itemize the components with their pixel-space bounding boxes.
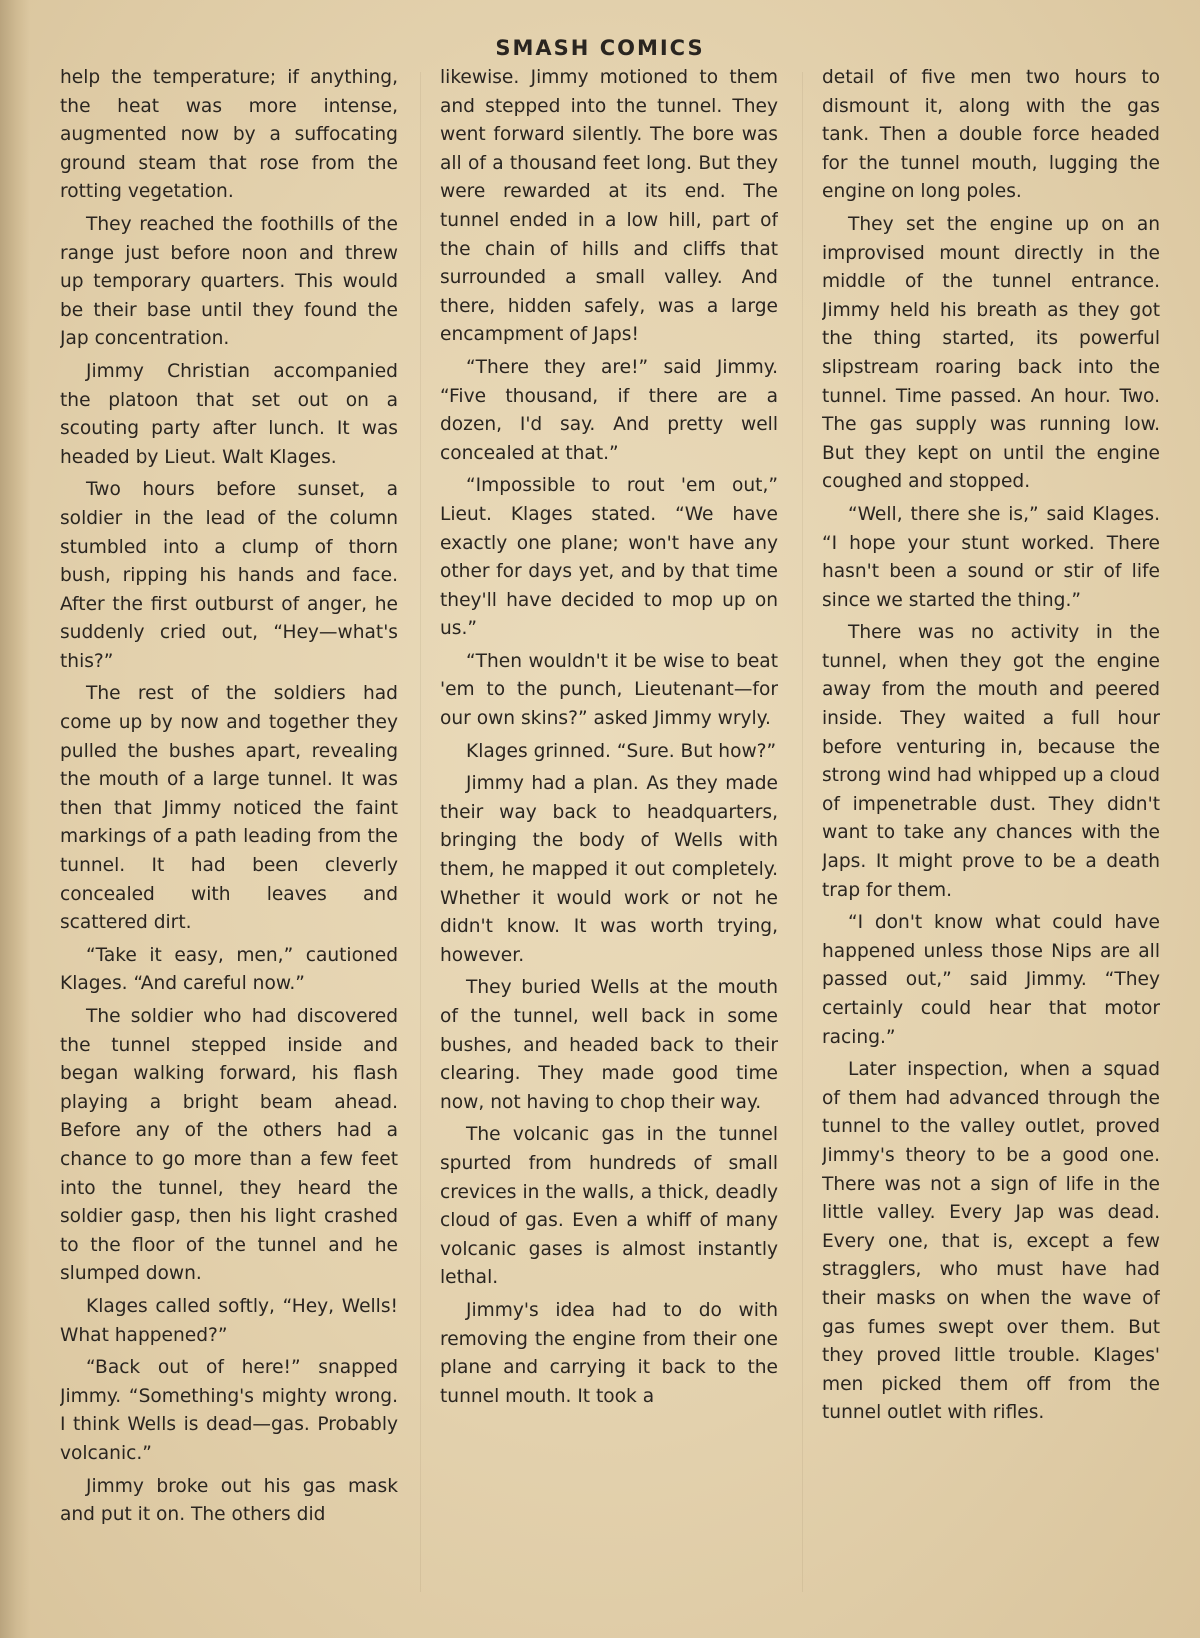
text-column-2 [440, 64, 778, 1624]
paragraph: “I don't know what could have happened unless those Nips are all passed out,” said Jimmy. “They certainly could hear that motor racing.” [822, 912, 1160, 1048]
column-divider [802, 72, 803, 1592]
paragraph: “Impossible to rout 'em out,” Lieut. Klages stated. “We have exactly one plane; won't have any other for days yet, and by that time they'll have decided to mop up on us.” [440, 475, 778, 640]
paragraph: The rest of the soldiers had come up by now and together they pulled the bushes apart, revealing the mouth of a large tunnel. It was then that Jimmy noticed the faint markings of a path leading from the tunnel. It had been cleverly concealed with leaves and scattered dirt. [60, 683, 398, 934]
paragraph: There was no activity in the tunnel, when they got the engine away from the mouth and peered inside. They waited a full hour before venturing in, because the strong wind had whipped up a cloud of impenetrable dust. They didn't want to take any chances with the Japs. It might prove to be a death trap for them. [822, 622, 1160, 901]
page-spine-shadow [0, 0, 30, 1638]
paragraph: “Then wouldn't it be wise to beat 'em to the punch, Lieutenant—for our own skins?” asked Jimmy wryly. [440, 650, 778, 730]
paragraph: “Take it easy, men,” cautioned Klages. “And careful now.” [60, 944, 398, 995]
paragraph: detail of five men two hours to dismount it, along with the gas tank. Then a double force headed for the tunnel mouth, lugging the engine on long poles. [822, 67, 1160, 203]
paragraph: The volcanic gas in the tunnel spurted from hundreds of small crevices in the walls, a thick, deadly cloud of gas. Even a whiff of many volcanic gases is almost instantly lethal. [440, 1124, 778, 1289]
paragraph: Klages grinned. “Sure. But how?” [466, 740, 777, 762]
paragraph: “Well, there she is,” said Klages. “I hope your stunt worked. There hasn't been a sound or stir of life since we started the thing.” [822, 503, 1160, 611]
paragraph: Jimmy's idea had to do with removing the engine from their one plane and carrying it back to the tunnel mouth. It took a [440, 1299, 778, 1407]
paragraph: Klages called softly, “Hey, Wells! What happened?” [60, 1295, 398, 1346]
paragraph: Two hours before sunset, a soldier in the lead of the column stumbled into a clump of thorn bush, ripping his hands and face. After the first outburst of anger, he suddenly cried out, “Hey—what's this?” [60, 479, 398, 672]
paragraph: Later inspection, when a squad of them had advanced through the tunnel to the valley outlet, proved Jimmy's theory to be a good one. There was not a sign of life in the little valley. Every Jap was dead. Every one, that is, except a few stragglers, who must have had their masks on when the wave of gas fumes swept over them. But they proved little trouble. Klages' men picked them off from the tunnel outlet with rifles. [822, 1059, 1160, 1424]
paragraph: Jimmy had a plan. As they made their way back to headquarters, bringing the body of Wells with them, he mapped it out completely. Whether it would work or not he didn't know. It was worth trying, however. [440, 773, 778, 966]
text-column-1 [60, 64, 398, 1624]
paragraph: They buried Wells at the mouth of the tunnel, well back in some bushes, and headed back to their clearing. They made good time now, not having to chop their way. [440, 977, 778, 1113]
paragraph: The soldier who had discovered the tunnel stepped inside and began walking forward, his flash playing a bright beam ahead. Before any of the others had a chance to go more than a few feet into the tunnel, they heard the soldier gasp, then his light crashed to the floor of the tunnel and he slumped down. [60, 1006, 398, 1285]
page-header-title: SMASH COMICS [495, 36, 705, 60]
text-column-3 [822, 64, 1160, 1624]
column-divider [420, 72, 421, 1592]
paragraph: help the temperature; if anything, the heat was more intense, augmented now by a suffocating ground steam that rose from the rotting vegetation. [60, 67, 398, 203]
paragraph: They reached the foothills of the range just before noon and threw up temporary quarters. This would be their base until they found the Jap concentration. [60, 213, 398, 350]
paragraph: likewise. Jimmy motioned to them and stepped into the tunnel. They went forward silently. The bore was all of a thousand feet long. But they were rewarded at its end. The tunnel ended in a low hill, part of the chain of hills and cliffs that surrounded a small valley. And there, hidden safely, was a large encampment of Japs! [440, 67, 778, 346]
paragraph: “There they are!” said Jimmy. “Five thousand, if there are a dozen, I'd say. And pretty well concealed at that.” [440, 356, 778, 464]
paragraph: “Back out of here!” snapped Jimmy. “Something's mighty wrong. I think Wells is dead—gas. Probably volcanic.” [60, 1357, 398, 1464]
paragraph: Jimmy broke out his gas mask and put it on. The others did [60, 1475, 398, 1526]
paragraph: Jimmy Christian accompanied the platoon that set out on a scouting party after lunch. It was headed by Lieut. Walt Klages. [60, 360, 398, 468]
paragraph: They set the engine up on an improvised mount directly in the middle of the tunnel entrance. Jimmy held his breath as they got the thing started, its powerful slipstream roaring back into the tunnel. Time passed. An hour. Two. The gas supply was running low. But they kept on until the engine coughed and stopped. [822, 213, 1160, 493]
